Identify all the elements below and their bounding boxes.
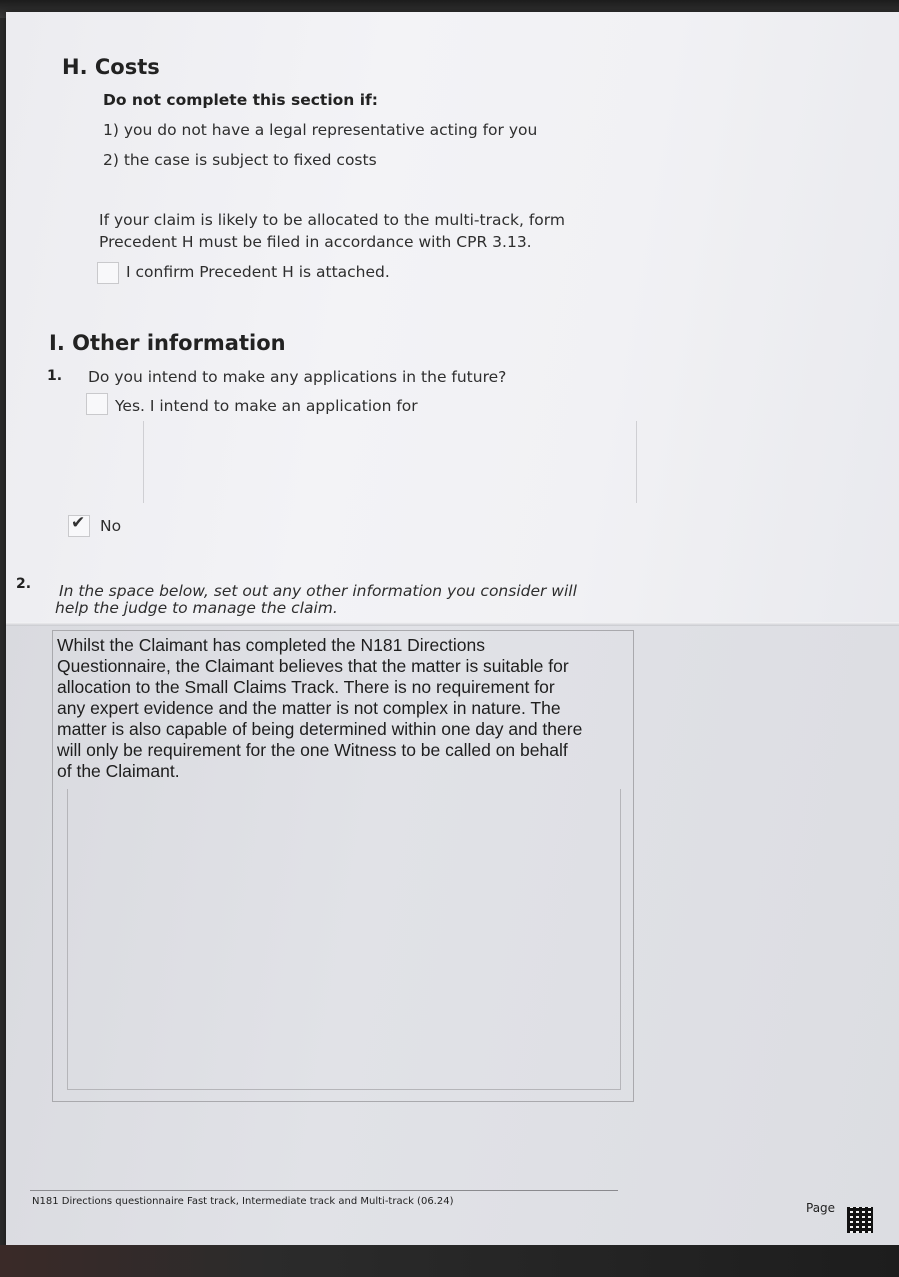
question-2-number: 2. (16, 576, 32, 592)
multitrack-note-line-2: Precedent H must be filed in accordance with CPR 3.13. (99, 233, 532, 251)
applications-yes-checkbox[interactable] (86, 393, 108, 415)
section-i-title: I. Other information (49, 331, 286, 355)
check-mark-icon: ✔ (71, 513, 86, 533)
other-information-inner-frame (67, 789, 621, 1090)
section-h-instruction: Do not complete this section if: (103, 91, 378, 109)
applications-no-label: No (100, 517, 122, 535)
barcode-icon (847, 1207, 873, 1233)
applications-yes-label: Yes. I intend to make an application for (115, 397, 418, 415)
question-2-text-line-2: help the judge to manage the claim. (55, 599, 338, 617)
background-table-edge (0, 1245, 899, 1277)
other-information-field[interactable] (52, 630, 634, 1102)
multitrack-note-line-1: If your claim is likely to be allocated to the multi-track, form (99, 211, 565, 229)
question-1-number: 1. (47, 368, 63, 384)
footer-form-title: N181 Directions questionnaire Fast track, Intermediate track and Multi-track (06.24) (32, 1196, 454, 1207)
footer-divider (30, 1190, 618, 1191)
other-information-answer: Whilst the Claimant has completed the N181 Directions Questionnaire, the Claimant believes that the matter is suitable for allocation to the Small Claims Track. There is no requirement for any expert evidence and the matter is not complex in nature. The matter is also capable of being determined within one day and there will only be requirement for the one Witness to be called on behalf of the Claimant. (57, 635, 583, 781)
application-details-field[interactable] (143, 421, 637, 503)
section-h-title: H. Costs (62, 55, 160, 79)
question-2-text-line-1: In the space below, set out any other information you consider will (59, 582, 577, 600)
footer-page-label: Page (806, 1201, 836, 1215)
precedent-h-confirm-label: I confirm Precedent H is attached. (126, 263, 390, 281)
precedent-h-checkbox[interactable] (97, 262, 119, 284)
paper-fold-line (6, 622, 899, 626)
question-1-text: Do you intend to make any applications in the future? (88, 368, 507, 386)
condition-1: 1) you do not have a legal representative acting for you (103, 121, 538, 139)
condition-2: 2) the case is subject to fixed costs (103, 151, 377, 169)
